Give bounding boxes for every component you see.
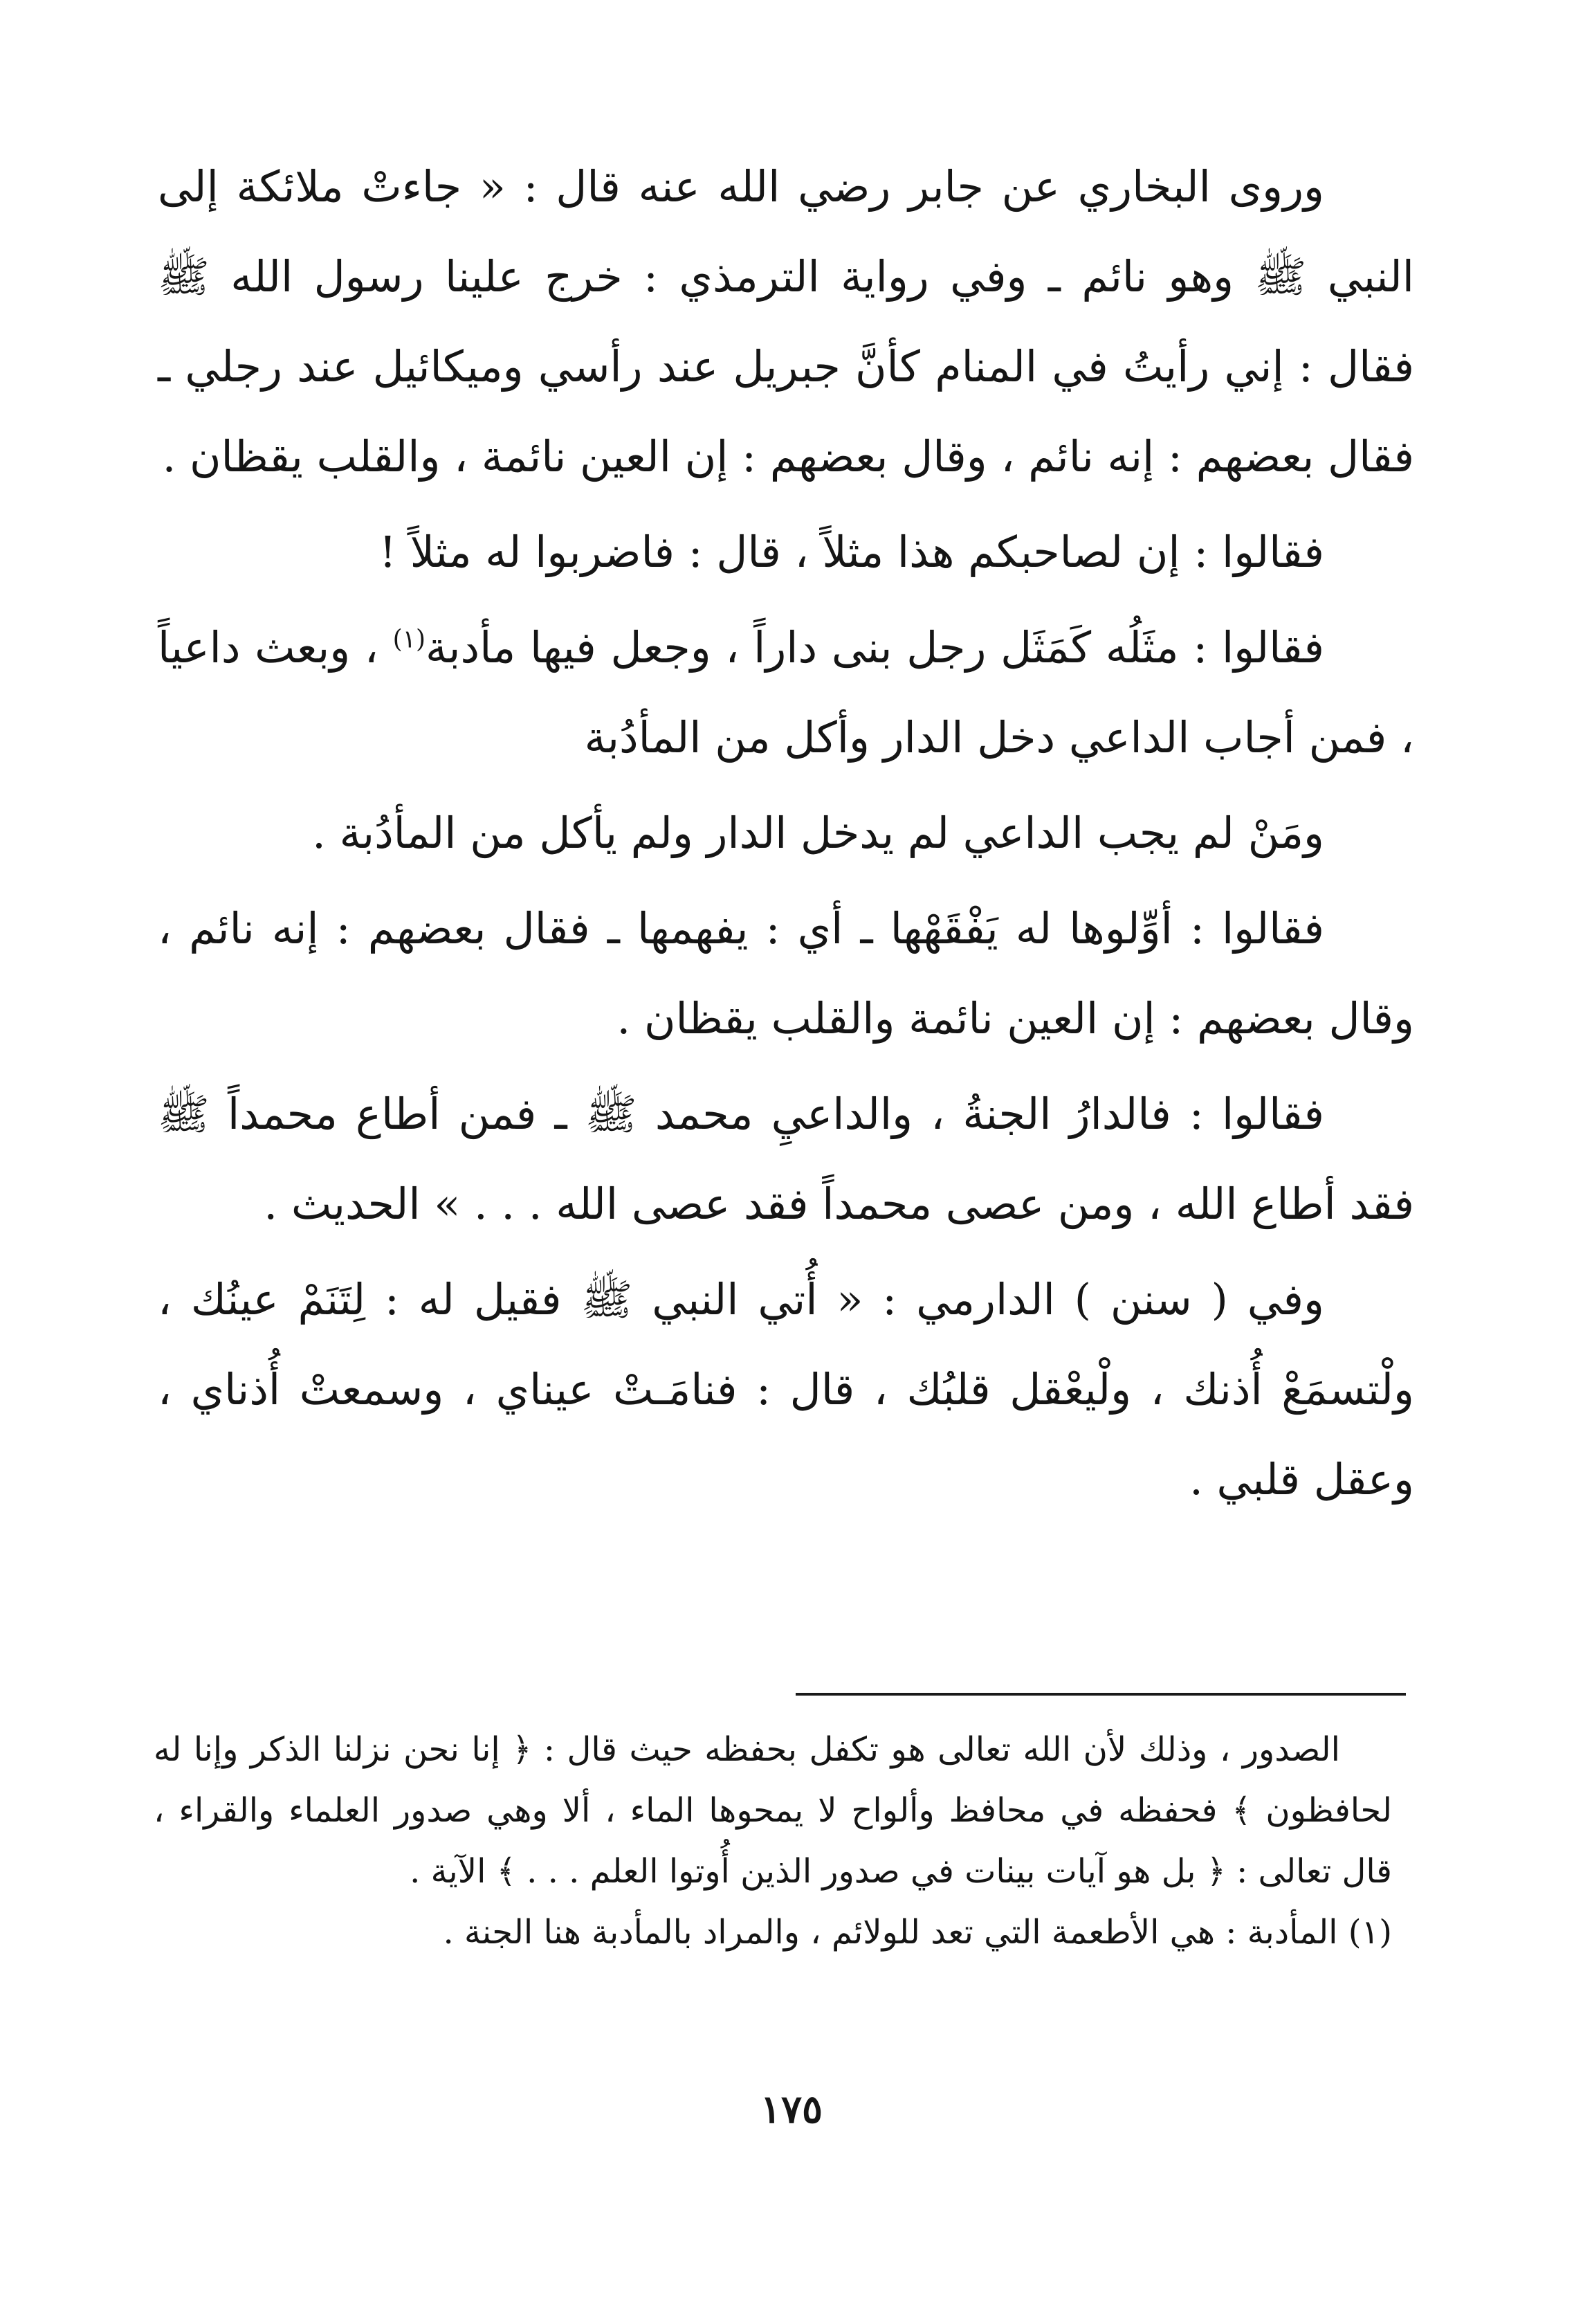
paragraph-bukhari-narration: وروى البخاري عن جابر رضي الله عنه قال : « جاءتْ ملائكة إلى النبي ﷺ وهو نائم ـ وفي رواية الترمذي : خرج علينا رسول الله ﷺ فقال : إني رأيتُ في المنام كأنَّ جبريل عند رأسي وميكائيل عند رجلي ـ فقال بعضهم : إنه نائم ، وقال بعضهم : إن العين نائمة ، والقلب يقظان . bbox=[158, 161, 1414, 482]
paragraph-interpret: فقالوا : أوِّلوها له يَفْقَهْها ـ أي : يفهمها ـ فقال بعضهم : إنه نائم ، وقال بعضهم : إن العين نائمة والقلب يقظان . bbox=[158, 903, 1414, 1044]
footnote-1: (١) المأدبة : هي الأطعمة التي تعد للولائم ، والمراد بالمأدبة هنا الجنة . bbox=[443, 1913, 1392, 1952]
footnote-continuation: الصدور ، وذلك لأن الله تعالى هو تكفل بحفظه حيث قال : ﴿ إنا نحن نزلنا الذكر وإنا له لحافظون ﴾ فحفظه في محافظ وألواح لا يمحوها الماء ، ألا وهي صدور العلماء والقراء ، قال تعالى : ﴿ بل هو آيات بينات في صدور الذين أُوتوا العلم . . . ﴾ الآية . bbox=[154, 1730, 1392, 1891]
paragraph-not-answering: ومَنْ لم يجب الداعي لم يدخل الدار ولم يأكل من المأدُبة . bbox=[312, 808, 1324, 858]
parable-text-end: ، وبعث داعياً ، فمن أجاب الداعي دخل الدار وأكل من المأدُبة bbox=[158, 622, 1414, 763]
footnotes bbox=[154, 1719, 1392, 1963]
parable-text-start: فقالوا : مثَلُه كَمَثَل رجل بنى داراً ، وجعل فيها مأدبة bbox=[426, 622, 1324, 673]
main-text bbox=[158, 142, 1414, 1525]
paragraph-interpretation: فقالوا : فالدارُ الجنةُ ، والداعيِ محمد ﷺ ـ فمن أطاع محمداً ﷺ فقد أطاع الله ، ومن عصى محمداً فقد عصى الله . . . » الحديث . bbox=[158, 1089, 1414, 1229]
paragraph-parable bbox=[158, 603, 1414, 783]
page-number: ١٧٥ bbox=[760, 2087, 823, 2132]
paragraph-give-parable: فقالوا : إن لصاحبكم هذا مثلاً ، قال : فاضربوا له مثلاً ! bbox=[379, 527, 1324, 577]
footnote-reference: (١) bbox=[392, 625, 426, 654]
paragraph-darimi: وفي ( سنن ) الدارمي : « أُتي النبي ﷺ فقيل له : لِتَنَمْ عينُك ، ولْتسمَعْ أُذنك ، ولْيعْقل قلبُك ، قال : فنامَـتْ عيناي ، وسمعتْ أُذناي ، وعقل قلبي . bbox=[158, 1274, 1414, 1505]
footnote-separator bbox=[796, 1693, 1406, 1696]
